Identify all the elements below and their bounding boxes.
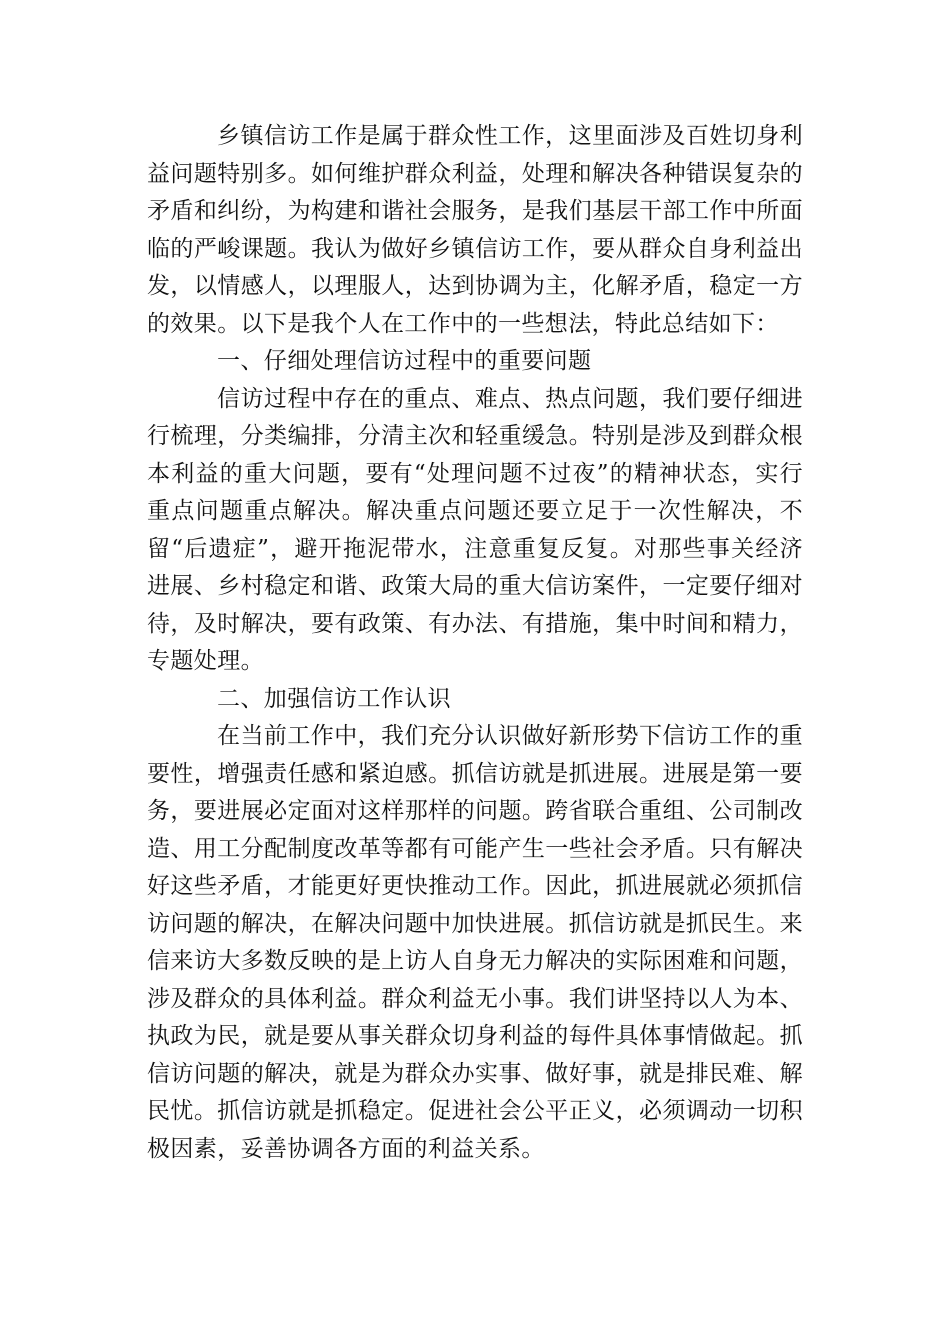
section-heading-1: 一、仔细处理信访过程中的重要问题 [217,348,592,374]
document-body [147,118,803,1168]
section-1-paragraph: 信访过程中存在的重点、难点、热点问题，我们要仔细进行梳理，分类编排，分清主次和轻重缓急。特别是涉及到群众根本利益的重大问题，要有“处理问题不过夜”的精神状态，实行重点问题重点解决。解决重点问题还要立足于一次性解决，不留“后遗症”，避开拖泥带水，注意重复反复。对那些事关经济进展、乡村稳定和谐、政策大局的重大信访案件，一定要仔细对待，及时解决，要有政策、有办法、有措施，集中时间和精力，专题处理。 [147,385,803,674]
section-2-paragraph: 在当前工作中，我们充分认识做好新形势下信访工作的重要性，增强责任感和紧迫感。抓信访就是抓进展。进展是第一要务，要进展必定面对这样那样的问题。跨省联合重组、公司制改造、用工分配制度改革等都有可能产生一些社会矛盾。只有解决好这些矛盾，才能更好更快推动工作。因此，抓进展就必须抓信访问题的解决，在解决问题中加快进展。抓信访就是抓民生。来信来访大多数反映的是上访人自身无力解决的实际困难和问题，涉及群众的具体利益。群众利益无小事。我们讲坚持以人为本、执政为民，就是要从事关群众切身利益的每件具体事情做起。抓信访问题的解决，就是为群众办实事、做好事，就是排民难、解民忧。抓信访就是抓稳定。促进社会公平正义，必须调动一切积极因素，妥善协调各方面的利益关系。 [147,723,803,1162]
section-heading-2: 二、加强信访工作认识 [217,685,451,712]
intro-paragraph: 乡镇信访工作是属于群众性工作，这里面涉及百姓切身利益问题特别多。如何维护群众利益，处理和解决各种错误复杂的矛盾和纠纷，为构建和谐社会服务，是我们基层干部工作中所面临的严峻课题。我认为做好乡镇信访工作，要从群众自身利益出发，以情感人，以理服人，达到协调为主，化解矛盾，稳定一方的效果。以下是我个人在工作中的一些想法，特此总结如下： [147,123,803,337]
